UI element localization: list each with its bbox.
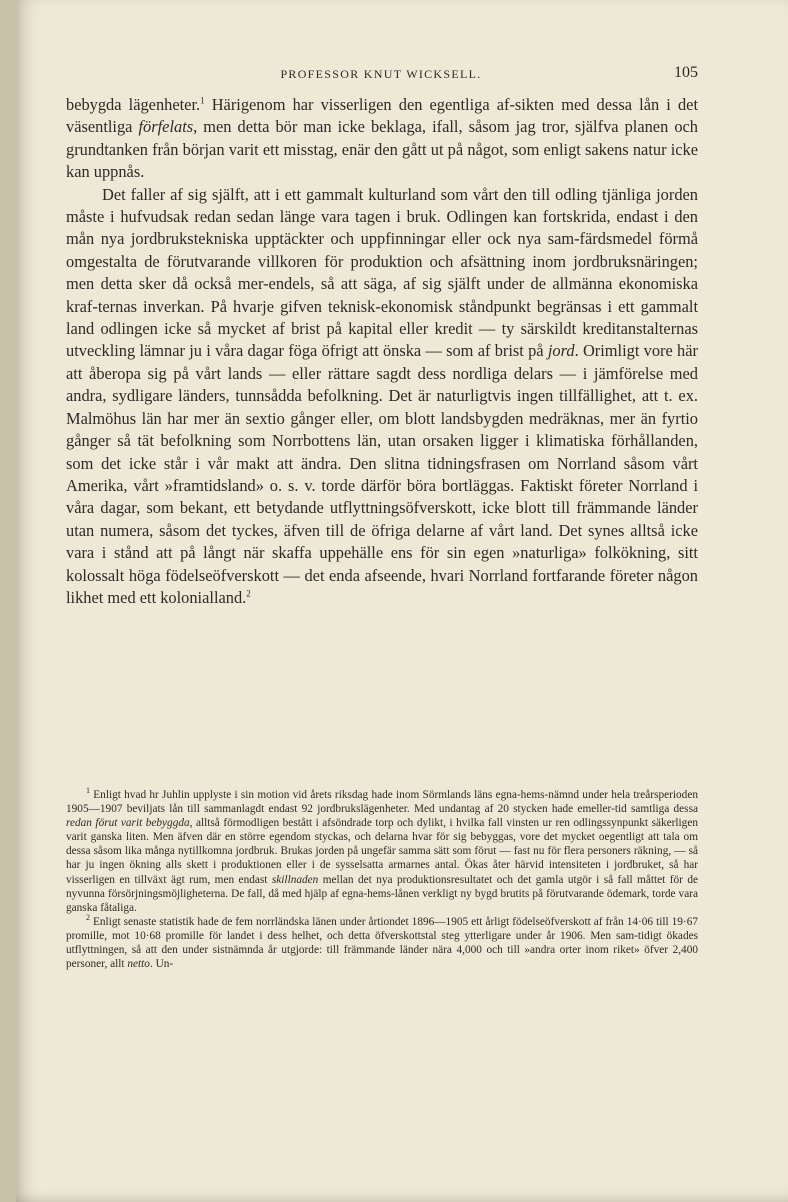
body-text: [66, 94, 698, 609]
page-number: 105: [674, 64, 698, 81]
book-page: [16, 0, 788, 1202]
page-header: [64, 64, 698, 86]
paragraph-2: Det faller af sig själft, att i ett gammalt kulturland som vårt den till odling tjänliga jorden måste i hufvudsak redan sedan länge vara tagen i bruk. Odlingen kan fortskrida, endast i den mån nya jordbrukstekniska upptäckter och uppfinningar eller ock nya sam-färdsmedel förmå omgestalta de förutvarande villkoren för produktion och afsättning inom jordbruksnäringen; men detta sker då också mer-endels, så att säga, af sig själft under de allmänna ekonomiska kraf-ternas inverkan. På hvarje gifven teknisk-ekonomisk ståndpunkt begränsas i ett gammalt land odlingen icke så mycket af brist på kapital eller kredit — ty särskildt kreditanstalternas utveckling lämnar ju i våra dagar föga öfrigt att önska — som af brist på jord. Orimligt vore här att åberopa sig på vårt lands — eller rättare sagdt dess nordliga delars — i jämförelse med andra, sydligare länders, tunnsådda befolkning. Det är naturligtvis ingen tillfällighet, att t. ex. Malmöhus län har mer än sextio gånger eller, om blott landsbygden medräknas, mer än fyrtio gånger så tät befolkning som Norrbottens län, utan orsaken ligger i klimatiska förhållanden, som det icke står i vår makt att ändra. Den slitna tidningsfrasen om Norrland såsom vårt Amerika, vårt »framtidsland» o. s. v. torde därför böra bortläggas. Faktiskt företer Norrland i våra dagar, som bekant, ett betydande utflyttningsöfverskott, icke blott till främmande länder utan numera, såsom det tyckes, äfven till de öfriga delarne af vårt land. Det synes alltså icke vara i stånd att på långt när skaffa uppehälle ens för sin egen »naturliga» folkökning, sitt kolossalt höga födelseöfverskott — det enda afseende, hvari Norrland fortfarande företer någon likhet med ett kolonialland.$^2$: [66, 184, 698, 607]
footnote-1: $^1$ Enligt hvad hr Juhlin upplyste i sin motion vid årets riksdag hade inom Sörmlands läns egna-hems-nämnd under hela treårsperioden 1905—1907 beviljats lån till sammanlagdt endast 92 jordbrukslägenheter. Med undantag af 20 stycken hade emeller-tid samtliga dessa redan förut varit bebyggda, alltså förmodligen bestått i afsöndrade torp och dylikt, i hvilka fall vinsten ur ren odlingssynpunkt säkerligen varit ganska liten. Men äfven där en större egendom styckas, och delarna hvar för sig bebyggas, vore det mycket oegentligt att tala om dessa såsom lika många nytillkomna jordbruk. Brukas jorden på ungefär samma sätt som förut — fast nu för flera personers räkning, — så har ju ingen ökning alls skett i produktionen eller i de sysselsatta armarnes antal. Ökas åter härvid intensiteten i jordbruket, så har visserligen en tillväxt ägt rum, men endast skillnaden mellan det nya produktionsresultatet och det gamla utgör i så fall måttet för de nyvunna försörjningsmöjligheterna. De fall, då med hjälp af egna-hems-lånen verkligt ny bygd brutits på förutvarande ödemark, torde vara ganska fåtaliga.: [66, 786, 699, 914]
footnote-mark: 1: [86, 786, 90, 796]
emphasis-text: skillnaden: [271, 873, 319, 886]
running-head: PROFESSOR KNUT WICKSELL.: [280, 67, 482, 81]
footnotes: [66, 788, 698, 971]
emphasis-text: jord: [547, 341, 575, 361]
emphasis-text: förfelats: [138, 117, 194, 137]
footnote-ref-1: 1: [200, 95, 205, 106]
footnote-ref-2: 2: [246, 588, 251, 599]
footnote-2: $^2$ Enligt senaste statistik hade de fem norrländska länen under årtiondet 1896—1905 ett årligt födelseöfverskott af från 14·06 till 19·67 promille, mot 10·68 promille för landet i dess helhet, och detta öfverskottstal steg ytterligare under år 1906. Men sam-tidigt ökades utflyttningen, så att den under sistnämnda år utgjorde: till främmande länder nära 4,000 och till »andra orter inom riket» öfver 2,400 personer, allt netto. Un-: [66, 913, 698, 971]
footnote-mark: 2: [86, 913, 90, 923]
emphasis-text: netto: [127, 958, 150, 971]
emphasis-text: redan förut varit bebyggda: [66, 817, 190, 830]
paragraph-1: bebygda lägenheter.$^1$ Härigenom har visserligen den egentliga af-sikten med dessa lån i det väsentliga förfelats, men detta bör man icke beklaga, ifall, såsom jag tror, själfva planen och grundtanken från början varit ett misstag, enär den gått ut på något, som enligt sakens natur icke kan uppnås.: [66, 95, 698, 182]
